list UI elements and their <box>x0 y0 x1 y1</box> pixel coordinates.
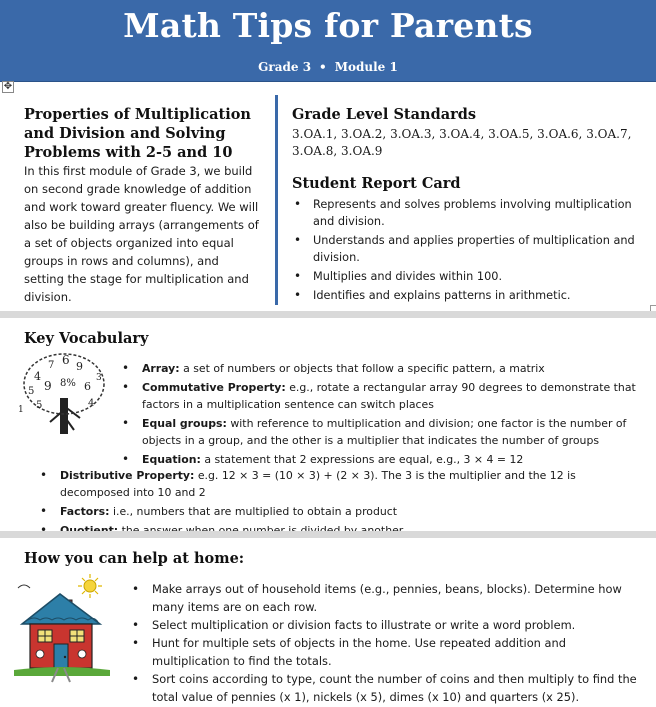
standards-section <box>292 105 652 306</box>
list-item: • Multiplies and divides within 100. <box>292 268 652 285</box>
svg-text:5: 5 <box>28 386 35 397</box>
list-item <box>122 360 642 377</box>
list-item: • Select multiplication or division facts to illustrate or write a word problem. <box>132 616 642 634</box>
move-handle-icon[interactable]: ✥ <box>3 81 13 92</box>
svg-text:8%: 8% <box>60 378 76 389</box>
list-item: • Represents and solves problems involving multiplication and division. <box>292 196 652 230</box>
house-icon <box>14 572 110 684</box>
vocab-definition: with reference to multiplication and division; one factor is the number of objects in a group, and the other is a multiplier that indicates the number of groups <box>142 417 627 447</box>
vocabulary-list <box>122 360 642 470</box>
overview-heading: Properties of Multiplication and Division and Solving Problems with 2-5 and 10 <box>24 106 251 161</box>
list-item <box>40 467 640 501</box>
list-item: • Make arrays out of household items (e.g., pennies, beans, blocks). Determine how many items are on each row. <box>132 580 642 616</box>
vocab-term: Factors: <box>60 505 110 518</box>
number-tree-icon <box>14 350 114 438</box>
svg-text:5: 5 <box>36 400 43 411</box>
overview-body: In this first module of Grade 3, we build on second grade knowledge of addition and work toward greater fluency. We will also be building arrays (arrangements of a set of objects organized into equal groups in rows and columns), and setting the stage for multiplication and division. <box>24 164 259 304</box>
svg-text:9: 9 <box>76 360 83 373</box>
section-divider <box>0 531 656 538</box>
svg-text:9: 9 <box>44 379 52 393</box>
section-divider <box>0 311 656 318</box>
svg-text:6: 6 <box>84 380 91 393</box>
header-banner <box>0 0 656 82</box>
vocab-definition: a set of numbers or objects that follow a specific pattern, a matrix <box>179 362 545 375</box>
svg-text:7: 7 <box>48 360 55 371</box>
help-list <box>132 580 642 706</box>
vocab-definition: a statement that 2 expressions are equal, e.g., 3 × 4 = 12 <box>200 453 524 466</box>
vocabulary-list-continued <box>40 467 640 541</box>
vocab-term: Commutative Property: <box>142 381 286 394</box>
subtitle-separator: • <box>319 60 327 74</box>
vocab-definition: e.g. 12 × 3 = (10 × 3) + (2 × 3). The 3 is the multiplier and the 12 is decomposed into 10 and 2 <box>60 469 576 499</box>
vocab-definition: i.e., numbers that are multiplied to obtain a product <box>109 505 398 518</box>
vocabulary-heading: Key Vocabulary <box>24 330 149 347</box>
overview-section <box>24 105 262 306</box>
module-label: Module 1 <box>334 60 398 74</box>
list-item: • Identifies and explains patterns in arithmetic. <box>292 287 652 304</box>
list-item: • Sort coins according to type, count the number of coins and then multiply to find the total value of pennies (x 1), nickels (x 5), dimes (x 10) and quarters (x 25). <box>132 670 642 706</box>
standards-codes: 3.OA.1, 3.OA.2, 3.OA.3, 3.OA.4, 3.OA.5, 3.OA.6, 3.OA.7, 3.OA.8, 3.OA.9 <box>292 127 632 158</box>
vocab-term: Array: <box>142 362 180 375</box>
svg-text:3: 3 <box>96 373 102 383</box>
list-item <box>122 379 642 413</box>
list-item: • Hunt for multiple sets of objects in the home. Use repeated addition and multiplication to find the totals. <box>132 634 642 670</box>
vocab-definition: e.g., rotate a rectangular array 90 degrees to demonstrate that factors in a multiplication sentence can switch places <box>142 381 636 411</box>
report-card-list <box>292 196 652 304</box>
grade-label: Grade 3 <box>258 60 312 74</box>
column-divider <box>275 95 278 305</box>
svg-text:1: 1 <box>18 405 24 415</box>
svg-text:4: 4 <box>34 370 41 383</box>
report-card-heading: Student Report Card <box>292 175 461 192</box>
list-item <box>40 503 640 520</box>
page-title: Math Tips for Parents <box>123 6 533 45</box>
standards-heading: Grade Level Standards <box>292 106 477 123</box>
svg-text:4: 4 <box>88 398 95 409</box>
list-item <box>122 451 642 468</box>
vocab-term: Equation: <box>142 453 201 466</box>
list-item <box>122 415 642 449</box>
list-item: • Understands and applies properties of multiplication and division. <box>292 232 652 266</box>
help-heading: How you can help at home: <box>24 550 245 567</box>
page-subtitle <box>0 60 656 74</box>
vocab-term: Equal groups: <box>142 417 227 430</box>
svg-text:6: 6 <box>62 353 70 367</box>
vocab-term: Distributive Property: <box>60 469 195 482</box>
